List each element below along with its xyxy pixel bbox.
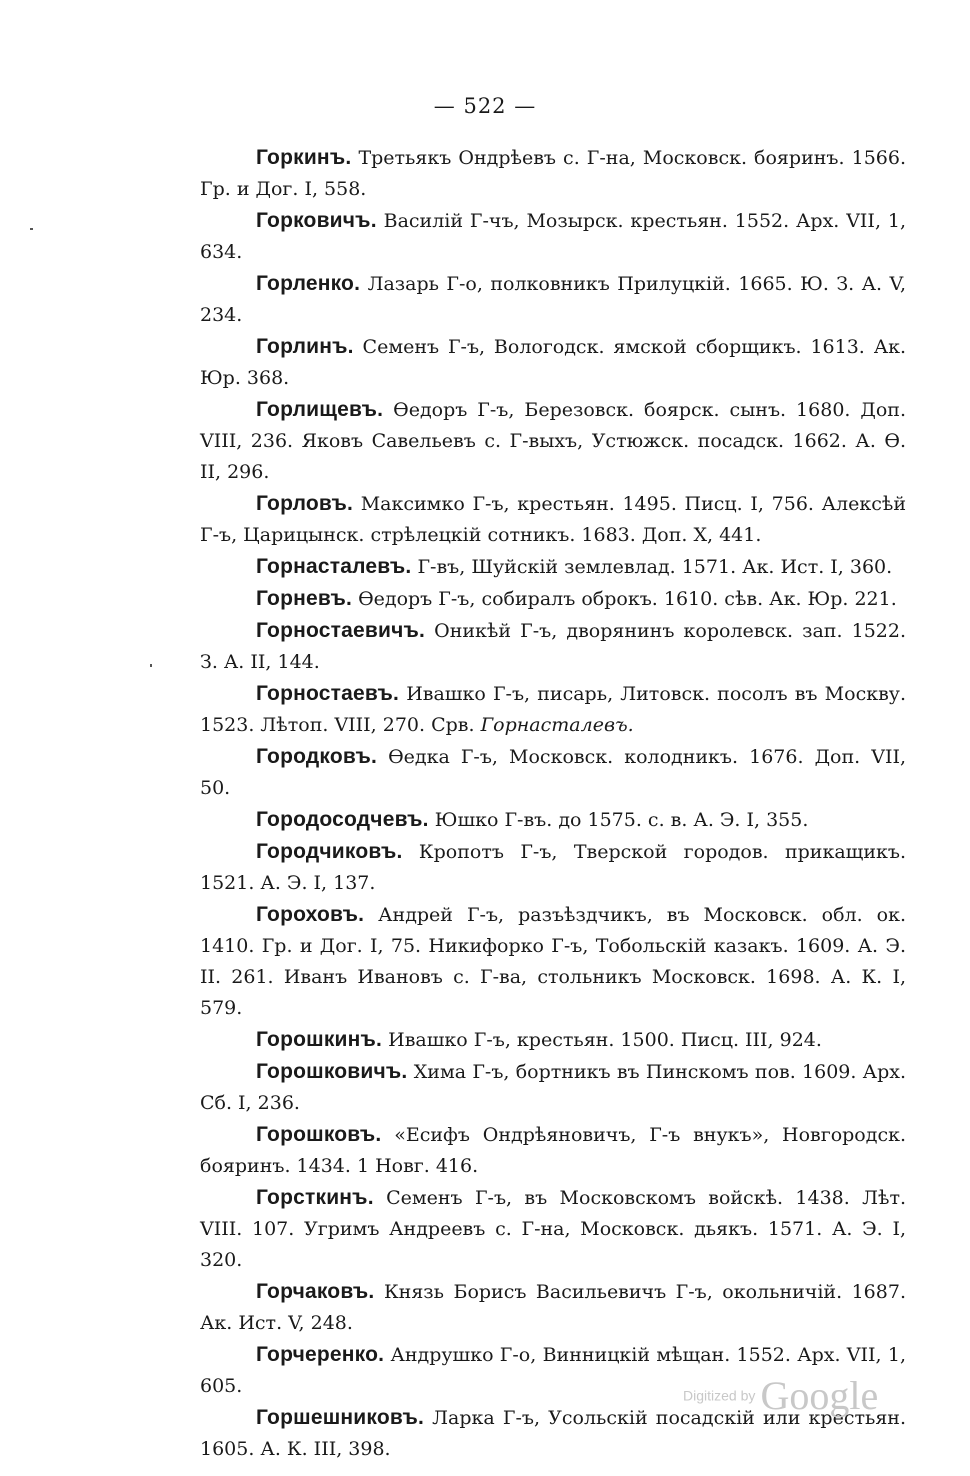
- entry-text: Семенъ Г-ъ, въ Московскомъ войскѣ. 1438. Лѣт. VIII. 107. Угримъ Андреевъ с. Г-на, Московск. дьякъ. 1571. А. Э. I, 320.: [200, 1187, 906, 1271]
- watermark-prefix: Digitized by: [683, 1387, 756, 1404]
- dictionary-entry: [200, 1056, 906, 1119]
- entry-text: Юшко Г-въ. до 1575. с. в. А. Э. I, 355.: [434, 809, 809, 831]
- dictionary-entry: [200, 1024, 906, 1056]
- entry-text: Г-въ, Шуйскій землевлад. 1571. Ак. Ист. I, 360.: [417, 556, 893, 578]
- entry-headword: Городчиковъ.: [256, 840, 403, 863]
- entry-text: Третьякъ Ондрѣевъ с. Г-на, Московск. бояринъ. 1566. Гр. и Дог. I, 558.: [200, 147, 906, 200]
- entry-headword: Горошковичъ.: [256, 1060, 408, 1083]
- dictionary-entry: [200, 1276, 906, 1339]
- entry-headword: Горсткинъ.: [256, 1186, 374, 1209]
- dictionary-entry: [200, 583, 906, 615]
- dictionary-entry: [200, 331, 906, 394]
- scan-speck: [150, 664, 152, 667]
- entry-headword: Горкинъ.: [256, 146, 352, 169]
- google-logo: Google: [760, 1373, 879, 1418]
- entry-headword: Горковичъ.: [256, 209, 377, 232]
- entry-headword: Горнасталевъ.: [256, 555, 412, 578]
- entry-headword: Горошковъ.: [256, 1123, 382, 1146]
- entry-text: Кропотъ Г-ъ, Тверской городов. прикащикъ. 1521. А. Э. I, 137.: [200, 841, 906, 894]
- entry-headword: Горошкинъ.: [256, 1028, 383, 1051]
- entry-cross-reference: Горнасталевъ.: [480, 714, 634, 736]
- dictionary-entry: [200, 394, 906, 488]
- entry-text: Лазарь Г-о, полковникъ Прилуцкій. 1665. Ю. З. А. V, 234.: [200, 273, 906, 326]
- dictionary-entry: [200, 836, 906, 899]
- dictionary-entry: [200, 678, 906, 741]
- entry-headword: Горлинъ.: [256, 335, 354, 358]
- dictionary-entry: [200, 205, 906, 268]
- entry-headword: Горчеренко.: [256, 1343, 385, 1366]
- entry-headword: Горностаевъ.: [256, 682, 400, 705]
- dictionary-entry: [200, 615, 906, 678]
- entry-headword: Горневъ.: [256, 587, 353, 610]
- entry-text: Семенъ Г-ъ, Вологодск. ямской сборщикъ. 1613. Ак. Юр. 368.: [200, 336, 906, 389]
- dictionary-entry: [200, 142, 906, 205]
- entry-headword: Горчаковъ.: [256, 1280, 375, 1303]
- digitized-by-watermark: [683, 1372, 878, 1419]
- entry-text: Ивашко Г-ъ, писарь, Литовск. посолъ въ Москву. 1523. Лѣтоп. VIII, 270. Срв.: [200, 683, 906, 736]
- entry-text: Ларка Г-ъ, Усольскій посадскій или крестьян. 1605. А. К. III, 398.: [200, 1407, 907, 1460]
- dictionary-entry: [200, 804, 906, 836]
- entry-text: Князь Борисъ Васильевичъ Г-ъ, окольничій. 1687. Ак. Ист. V, 248.: [200, 1281, 906, 1334]
- dictionary-entry: [200, 1182, 906, 1276]
- dictionary-entry: [200, 741, 906, 804]
- entry-text: Хима Г-ъ, бортникъ въ Пинскомъ пов. 1609. Арх. Сб. I, 236.: [200, 1061, 906, 1114]
- page-number: — 522 —: [433, 94, 537, 118]
- entry-text: Ѳедоръ Г-ъ, собиралъ оброкъ. 1610. сѣв. Ак. Юр. 221.: [358, 588, 897, 610]
- entry-text: Андрушко Г-о, Винницкій мѣщан. 1552. Арх. VII, 1, 605.: [200, 1344, 906, 1397]
- entry-headword: Горшешниковъ.: [256, 1406, 424, 1429]
- entry-text: Оникѣй Г-ъ, дворянинъ королевск. зап. 1522. З. А. II, 144.: [200, 620, 906, 673]
- entry-headword: Горловъ.: [256, 492, 354, 515]
- entry-text: Максимко Г-ъ, крестьян. 1495. Писц. I, 756. Алексѣй Г-ъ, Царицынск. стрѣлецкій сотникъ. 1683. Доп. X, 441.: [200, 493, 906, 546]
- dictionary-entry: [200, 551, 906, 583]
- entry-headword: Горленко.: [256, 272, 361, 295]
- dictionary-entry: [200, 1119, 906, 1182]
- entry-headword: Городковъ.: [256, 745, 377, 768]
- entry-headword: Горностаевичъ.: [256, 619, 426, 642]
- scan-speck: [30, 228, 33, 230]
- dictionary-entry: [200, 899, 906, 1024]
- entry-text: Андрей Г-ъ, разъѣздчикъ, въ Московск. обл. ок. 1410. Гр. и Дог. I, 75. Никифорко Г-ъ, Тобольскій казакъ. 1609. А. Э. II. 261. Иванъ Ивановъ с. Г-ва, стольникъ Московск. 1698. А. К. I, 579.: [200, 904, 906, 1019]
- entry-text: Ѳедоръ Г-ъ, Березовск. боярск. сынъ. 1680. Доп. VIII, 236. Яковъ Савельевъ с. Г-выхъ, Устюжск. посадск. 1662. А. Ѳ. II, 296.: [200, 399, 906, 483]
- dictionary-entry: [200, 268, 906, 331]
- entry-headword: Гороховъ.: [256, 903, 365, 926]
- entry-text: Ѳедка Г-ъ, Московск. колодникъ. 1676. Доп. VII, 50.: [200, 746, 906, 799]
- dictionary-entry: [200, 488, 906, 551]
- entry-text: «Есифъ Ондрѣяновичъ, Г-ъ внукъ», Новгородск. бояринъ. 1434. 1 Новг. 416.: [200, 1124, 906, 1177]
- entry-text: Василій Г-чъ, Мозырск. крестьян. 1552. Арх. VII, 1, 634.: [200, 210, 906, 263]
- entry-text: Ивашко Г-ъ, крестьян. 1500. Писц. III, 924.: [388, 1029, 822, 1051]
- dictionary-entries: [200, 142, 906, 1465]
- entry-headword: Горлищевъ.: [256, 398, 384, 421]
- entry-headword: Городосодчевъ.: [256, 808, 429, 831]
